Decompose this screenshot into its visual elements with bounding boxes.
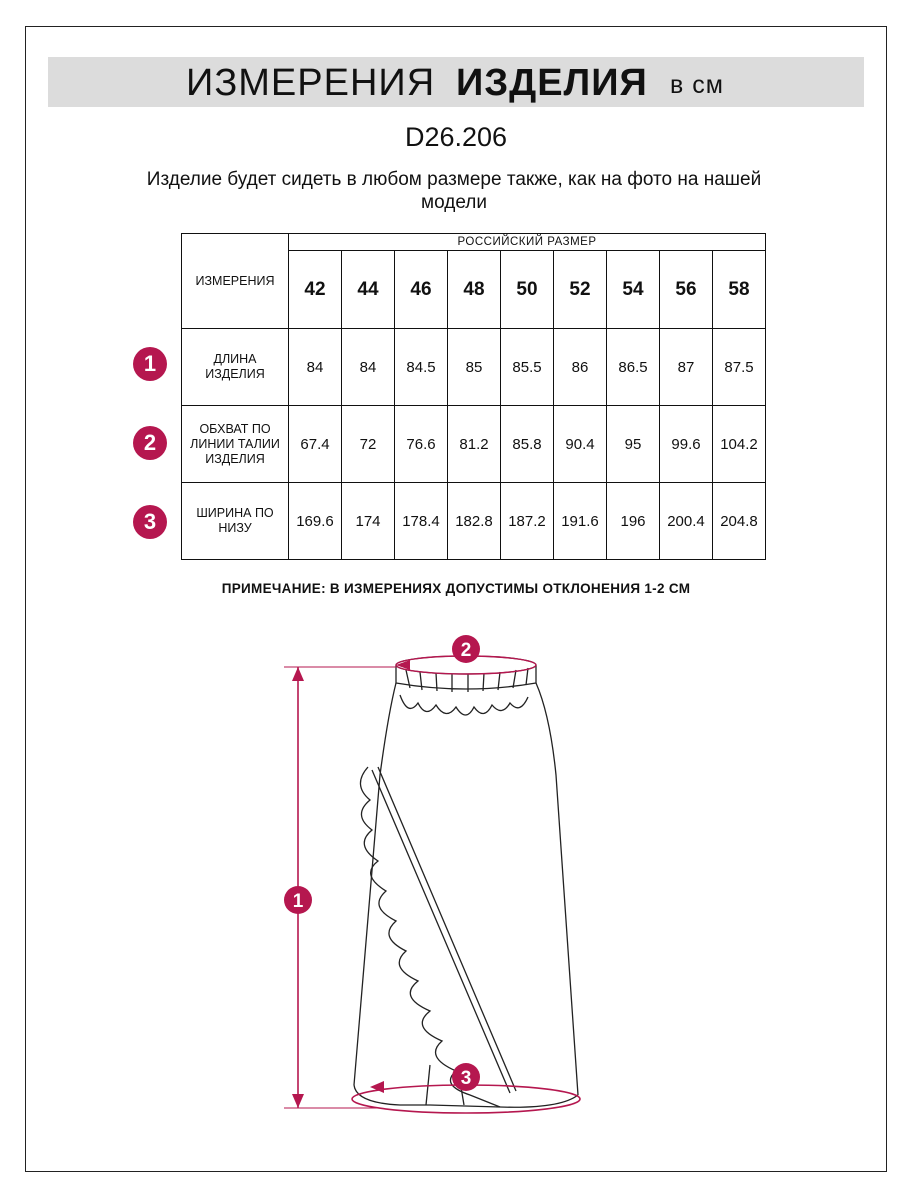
size-table [181, 233, 766, 560]
badge-hem: 3 [133, 505, 167, 539]
fit-note: Изделие будет сидеть в любом размере также, как на фото на нашей модели [146, 169, 762, 213]
table-cell: 86 [554, 329, 607, 406]
row-label-length [182, 329, 289, 406]
size-header: 58 [713, 251, 766, 329]
title-part2: ИЗДЕЛИЯ [456, 62, 648, 104]
title-unit: в см [670, 71, 724, 99]
size-group-header: РОССИЙСКИЙ РАЗМЕР [289, 234, 766, 251]
diagram-badge-hem-label: 3 [460, 1068, 472, 1089]
table-row [182, 483, 766, 560]
badge-waist: 2 [133, 426, 167, 460]
row-label-hem [182, 483, 289, 560]
size-header: 48 [448, 251, 501, 329]
table-cell: 169.6 [289, 483, 342, 560]
size-header: 50 [501, 251, 554, 329]
table-cell: 174 [342, 483, 395, 560]
table-cell: 86.5 [607, 329, 660, 406]
table-cell: 187.2 [501, 483, 554, 560]
table-cell: 204.8 [713, 483, 766, 560]
table-cell: 104.2 [713, 406, 766, 483]
title-part1: ИЗМЕРЕНИЯ [186, 62, 436, 104]
size-header: 52 [554, 251, 607, 329]
table-cell: 85.5 [501, 329, 554, 406]
table-cell: 72 [342, 406, 395, 483]
table-cell: 178.4 [395, 483, 448, 560]
table-cell: 200.4 [660, 483, 713, 560]
table-row [182, 329, 766, 406]
table-cell: 87.5 [713, 329, 766, 406]
size-header: 44 [342, 251, 395, 329]
size-header: 46 [395, 251, 448, 329]
size-header: 56 [660, 251, 713, 329]
table-cell: 90.4 [554, 406, 607, 483]
table-row [182, 406, 766, 483]
row-label-line: ИЗДЕЛИЯ [205, 451, 265, 466]
table-cell: 196 [607, 483, 660, 560]
product-code: D26.206 [404, 122, 508, 152]
title-banner [48, 57, 864, 107]
table-cell: 67.4 [289, 406, 342, 483]
table-cell: 95 [607, 406, 660, 483]
table-cell: 84.5 [395, 329, 448, 406]
table-cell: 84 [342, 329, 395, 406]
row-label-line: ДЛИНА [213, 352, 257, 366]
table-cell: 76.6 [395, 406, 448, 483]
size-header: 54 [607, 251, 660, 329]
table-cell: 85 [448, 329, 501, 406]
row-label-line: ШИРИНА ПО [196, 506, 274, 520]
row-label-line: ИЗДЕЛИЯ [205, 367, 265, 381]
row-label-line: ЛИНИИ ТАЛИИ [190, 436, 280, 451]
table-cell: 81.2 [448, 406, 501, 483]
skirt-diagram [260, 625, 620, 1145]
table-cell: 182.8 [448, 483, 501, 560]
table-cell: 99.6 [660, 406, 713, 483]
size-header: 42 [289, 251, 342, 329]
row-label-line: ОБХВАТ ПО [199, 421, 271, 436]
table-cell: 191.6 [554, 483, 607, 560]
measure-header: ИЗМЕРЕНИЯ [182, 234, 289, 329]
diagram-badge-waist-label: 2 [460, 640, 472, 661]
row-label-line: НИЗУ [218, 521, 252, 535]
table-cell: 87 [660, 329, 713, 406]
footnote: ПРИМЕЧАНИЕ: В ИЗМЕРЕНИЯХ ДОПУСТИМЫ ОТКЛОНЕНИЯ 1-2 СМ [221, 581, 691, 596]
badge-length: 1 [133, 347, 167, 381]
diagram-badge-length-label: 1 [292, 891, 304, 912]
table-cell: 85.8 [501, 406, 554, 483]
table-cell: 84 [289, 329, 342, 406]
row-label-waist [182, 406, 289, 483]
